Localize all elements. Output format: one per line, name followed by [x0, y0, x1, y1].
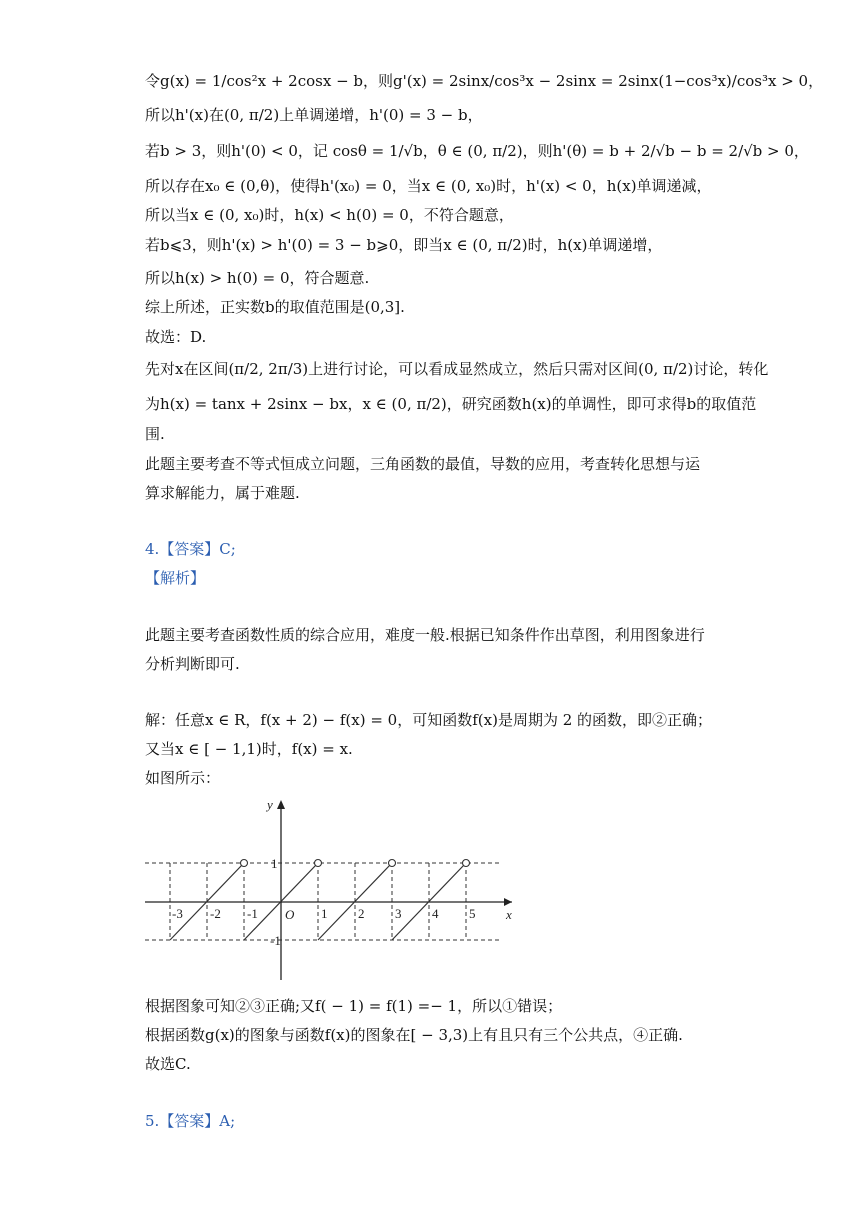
solution-line-5: 所以当x ∈ (0, x₀)时，h(x) < h(0) = 0，不符合题意， — [145, 206, 514, 224]
solution-line-12: 围. — [145, 425, 165, 443]
solution-line-2: 所以h'(x)在(0, π/2)上单调递增，h'(0) = 3 − b， — [145, 106, 483, 124]
y-axis-label: y — [267, 797, 273, 812]
x-tick-1: 1 — [321, 906, 328, 921]
x-tick-2: 2 — [358, 906, 365, 921]
solution-line-14: 算求解能力，属于难题. — [145, 484, 300, 502]
q4-intro-line-2: 分析判断即可. — [145, 655, 240, 673]
open-point-neg1 — [241, 860, 248, 867]
origin-label: O — [285, 907, 295, 922]
q4-conclusion-line-2: 根据函数g(x)的图象与函数f(x)的图象在[ − 3,3)上有且只有三个公共点，④正确. — [145, 1026, 683, 1044]
x-axis-arrow — [504, 898, 512, 906]
solution-line-9: 故选：D. — [145, 328, 207, 346]
x-tick-4: 4 — [432, 906, 439, 921]
solution-line-11: 为h(x) = tanx + 2sinx − bx，x ∈ (0, π/2)，研究函数h(x)的单调性，即可求得b的取值范 — [145, 395, 757, 413]
y-tick-neg1: -1 — [270, 933, 281, 948]
solution-line-6: 若b⩽3，则h'(x) > h'(0) = 3 − b⩾0，即当x ∈ (0, π/2)时，h(x)单调递增， — [145, 236, 663, 254]
solution-line-4: 所以存在x₀ ∈ (0,θ)，使得h'(x₀) = 0，当x ∈ (0, x₀)时，h'(x) < 0，h(x)单调递减， — [145, 177, 712, 195]
solution-line-10: 先对x在区间(π/2, 2π/3)上进行讨论，可以看成显然成立，然后只需对区间(0, π/2)讨论，转化 — [145, 360, 769, 378]
open-point-3 — [389, 860, 396, 867]
x-tick-neg1: -1 — [247, 906, 258, 921]
solution-line-7: 所以h(x) > h(0) = 0，符合题意. — [145, 269, 370, 287]
q4-solution-line-3: 如图所示： — [145, 769, 221, 787]
open-point-5 — [463, 860, 470, 867]
q4-conclusion-line-1: 根据图象可知②③正确;又f( − 1) = f(1) =− 1，所以①错误； — [145, 997, 563, 1015]
x-tick-neg3: -3 — [172, 906, 183, 921]
q5-answer-line: 5.【答案】A; — [145, 1112, 236, 1130]
x-tick-5: 5 — [469, 906, 476, 921]
open-point-1 — [315, 860, 322, 867]
q4-solution-line-2: 又当x ∈ [ − 1,1)时，f(x) = x. — [145, 740, 353, 758]
q4-conclusion-line-3: 故选C. — [145, 1055, 191, 1073]
solution-line-3: 若b > 3，则h'(0) < 0，记 cosθ = 1/√b，θ ∈ (0, π/2)，则h'(θ) = b + 2/√b − b = 2/√b > 0， — [145, 142, 809, 160]
x-tick-3: 3 — [395, 906, 402, 921]
solution-line-1: 令g(x) = 1/cos²x + 2cosx − b，则g'(x) = 2sinx/cos³x − 2sinx = 2sinx(1−cos³x)/cos³x > 0， — [145, 72, 824, 90]
q4-analysis-label: 【解析】 — [145, 569, 206, 587]
solution-line-13: 此题主要考查不等式恒成立问题，三角函数的最值，导数的应用，考查转化思想与运 — [145, 455, 701, 473]
periodic-function-graph — [140, 795, 530, 985]
x-axis-label: x — [506, 907, 512, 922]
q4-solution-line-1: 解：任意x ∈ R，f(x + 2) − f(x) = 0，可知函数f(x)是周期为 2 的函数，即②正确； — [145, 711, 713, 729]
q4-intro-line-1: 此题主要考查函数性质的综合应用，难度一般.根据已知条件作出草图，利用图象进行 — [145, 626, 705, 644]
y-tick-1: 1 — [271, 856, 278, 871]
q4-answer-line: 4.【答案】C; — [145, 540, 236, 558]
y-axis-arrow — [277, 800, 285, 809]
solution-line-8: 综上所述，正实数b的取值范围是(0,3]. — [145, 298, 405, 316]
x-tick-neg2: -2 — [210, 906, 221, 921]
